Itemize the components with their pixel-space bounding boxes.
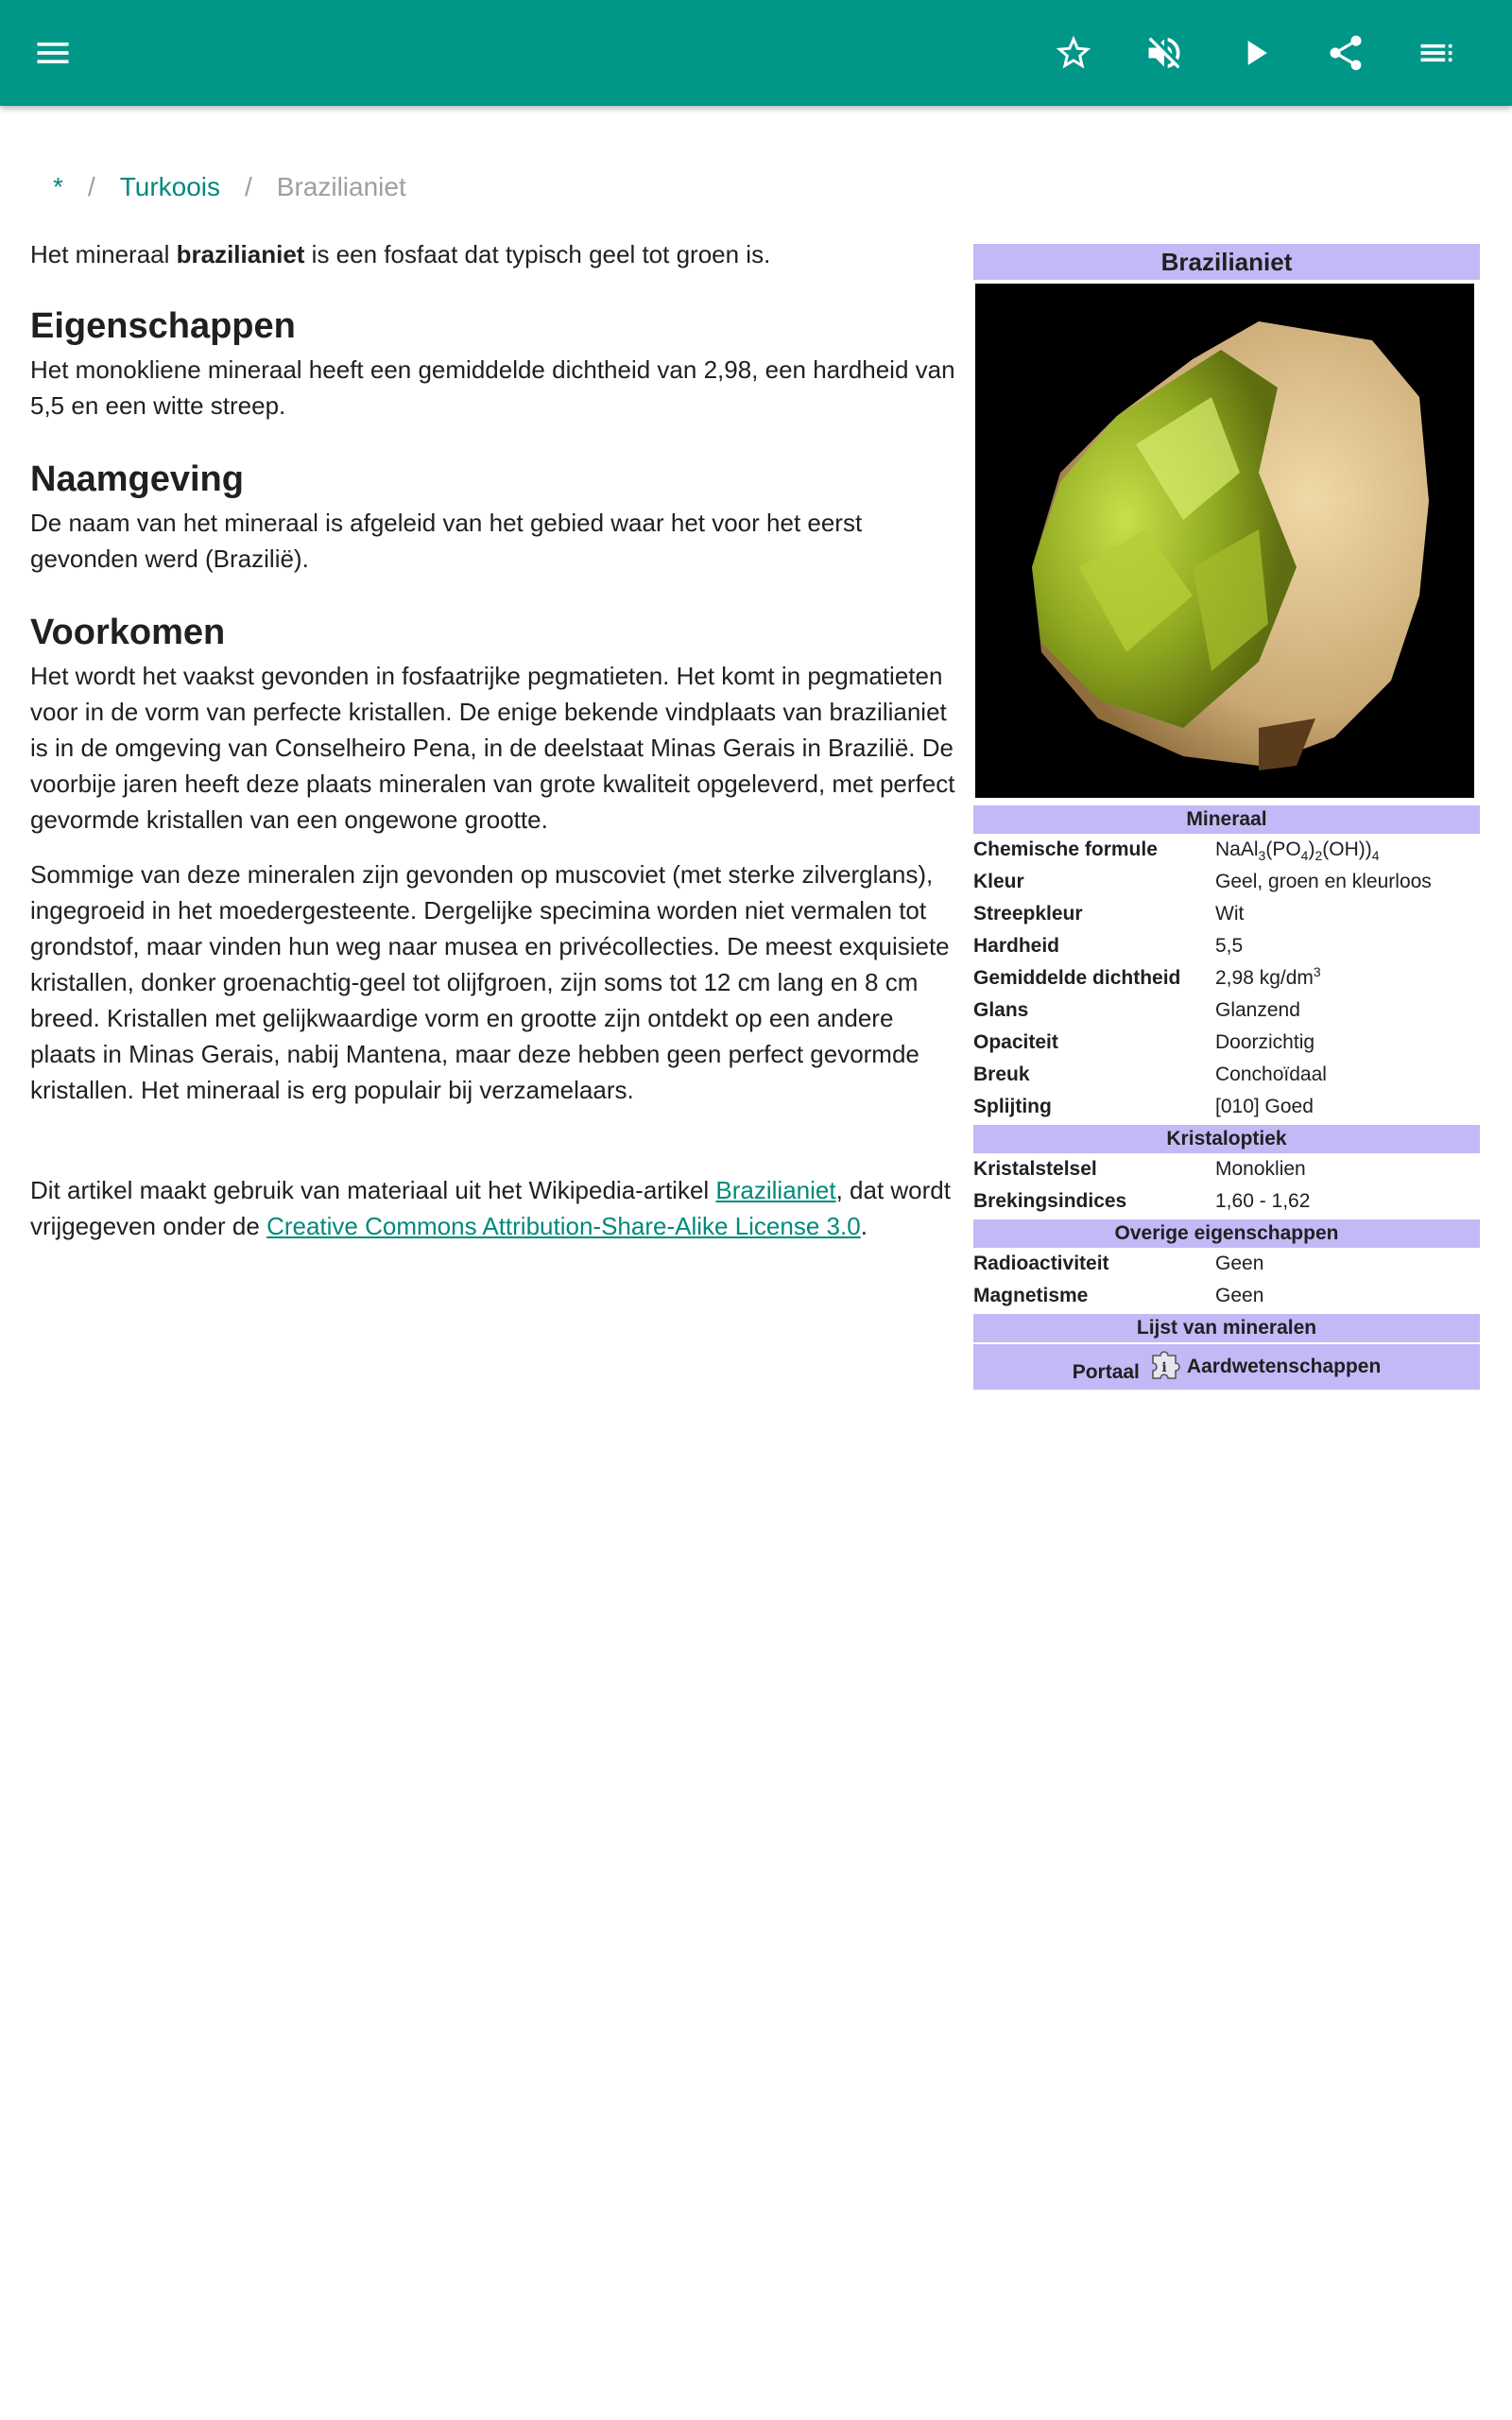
menu-icon[interactable]: [26, 26, 79, 79]
infobox-row-splijting: Splijting [010] Goed: [973, 1096, 1314, 1117]
infobox-row-kleur: Kleur Geel, groen en kleurloos: [973, 871, 1432, 892]
portal-link[interactable]: Aardwetenschappen: [1186, 1356, 1382, 1377]
share-icon[interactable]: [1319, 26, 1372, 79]
infobox-row-radioactiviteit: Radioactiviteit Geen: [973, 1253, 1264, 1274]
breadcrumb-separator: /: [87, 172, 95, 201]
app-bar: [0, 0, 1512, 106]
paragraph-eigenschappen: Het monokliene mineraal heeft een gemiddelde dichtheid van 2,98, een hardheid van 5,5 en een witte streep.: [30, 355, 955, 420]
chemical-formula-value: $NaAl_3(PO_4)_2(OH))_4$: [1215, 838, 1380, 864]
toc-icon[interactable]: [1410, 26, 1463, 79]
infobox-title: Brazilianiet: [973, 244, 1480, 280]
infobox-row-breuk: Breuk Conchoïdaal: [973, 1063, 1327, 1085]
mineral-photo[interactable]: [975, 284, 1474, 798]
section-header-kristaloptiek: Kristaloptiek: [973, 1125, 1480, 1153]
paragraph-voorkomen-1: Het wordt het vaakst gevonden in fosfaatrijke pegmatieten. Het komt in pegmatieten voor in de vorm van perfecte kristallen. De enige bekende vindplaats van brazilianiet is in de omgeving van Conselheiro Pena, in de deelstaat Minas Gerais in Brazilië. De voorbije jaren heeft deze plaats mineralen van grote kwaliteit opgeleverd, met perfect gevormde kristallen van een ongewone grootte.: [30, 662, 955, 834]
infobox-row-glans: Glans Glanzend: [973, 999, 1300, 1021]
breadcrumb: [53, 166, 406, 208]
paragraph-voorkomen-2: Sommige van deze mineralen zijn gevonden op muscoviet (met sterke zilverglans), ingegroeid in het moedergesteente. Dergelijke specimina worden niet vermalen tot grondstof, maar vinden hun weg naar musea en privécollecties. De meest exquisiete kristallen, donker groenachtig-geel tot olijfgroen, zijn soms tot 12 cm lang en 8 cm breed. Kristallen met gelijkwaardige vorm en grootte zijn ontdekt op een andere plaats in Minas Gerais, nabij Mantena, maar deze hebben geen perfect gevormde kristallen. Het mineraal is erg populair bij verzamelaars.: [30, 860, 950, 1104]
license-link[interactable]: Creative Commons Attribution-Share-Alike License 3.0: [266, 1212, 861, 1240]
svg-text:i: i: [1161, 1360, 1167, 1375]
breadcrumb-parent-link[interactable]: Turkoois: [119, 172, 221, 201]
mineral-infobox: [973, 244, 1480, 1390]
section-header-overige: Overige eigenschappen: [973, 1219, 1480, 1248]
play-icon[interactable]: [1228, 26, 1281, 79]
intro-bold-term: brazilianiet: [176, 240, 305, 268]
infobox-row-brekingsindices: Brekingsindices 1,60 - 1,62: [973, 1190, 1311, 1212]
puzzle-info-icon: [1143, 1346, 1185, 1388]
infobox-row-streepkleur: Streepkleur Wit: [973, 903, 1245, 925]
breadcrumb-current: Brazilianiet: [276, 172, 406, 201]
star-outline-icon[interactable]: [1047, 26, 1100, 79]
breadcrumb-separator: /: [245, 172, 252, 201]
intro-paragraph: Het mineraal brazilianiet is een fosfaat dat typisch geel tot groen is.: [30, 240, 771, 268]
attribution-paragraph: Dit artikel maakt gebruik van materiaal uit het Wikipedia-artikel Brazilianiet, dat wordt vrijgegeven onder de Creative Commons Attribution-Share-Alike License 3.0.: [30, 1176, 951, 1240]
section-header-mineraal: Mineraal: [973, 805, 1480, 834]
volume-off-icon[interactable]: [1138, 26, 1191, 79]
infobox-row-dichtheid: Gemiddelde dichtheid 2,98 $kg/dm^3$: [973, 964, 1321, 989]
breadcrumb-home-link[interactable]: *: [53, 172, 63, 201]
section-heading-eigenschappen: Eigenschappen: [30, 306, 296, 346]
infobox-row-kristalstelsel: Kristalstelsel Monoklien: [973, 1158, 1306, 1180]
infobox-row-magnetisme: Magnetisme Geen: [973, 1285, 1264, 1306]
brazilianite-crystal-image: [975, 284, 1474, 798]
infobox-row-hardheid: Hardheid 5,5: [973, 935, 1244, 957]
article-content: [30, 236, 956, 1244]
section-heading-voorkomen: Voorkomen: [30, 613, 226, 652]
list-of-minerals-link[interactable]: Lijst van mineralen: [973, 1314, 1480, 1342]
infobox-row-opaciteit: Opaciteit Doorzichtig: [973, 1031, 1315, 1053]
portal-row: [973, 1344, 1480, 1390]
portal-label: Portaal: [1072, 1361, 1140, 1383]
infobox-row-chemical-formula: Chemische formule $NaAl_3(PO_4)_2(OH))_4$: [973, 834, 1480, 866]
section-heading-naamgeving: Naamgeving: [30, 459, 244, 499]
wikipedia-article-link[interactable]: Brazilianiet: [715, 1176, 836, 1204]
paragraph-naamgeving: De naam van het mineraal is afgeleid van het gebied waar het voor het eerst gevonden werd (Brazilië).: [30, 509, 863, 573]
